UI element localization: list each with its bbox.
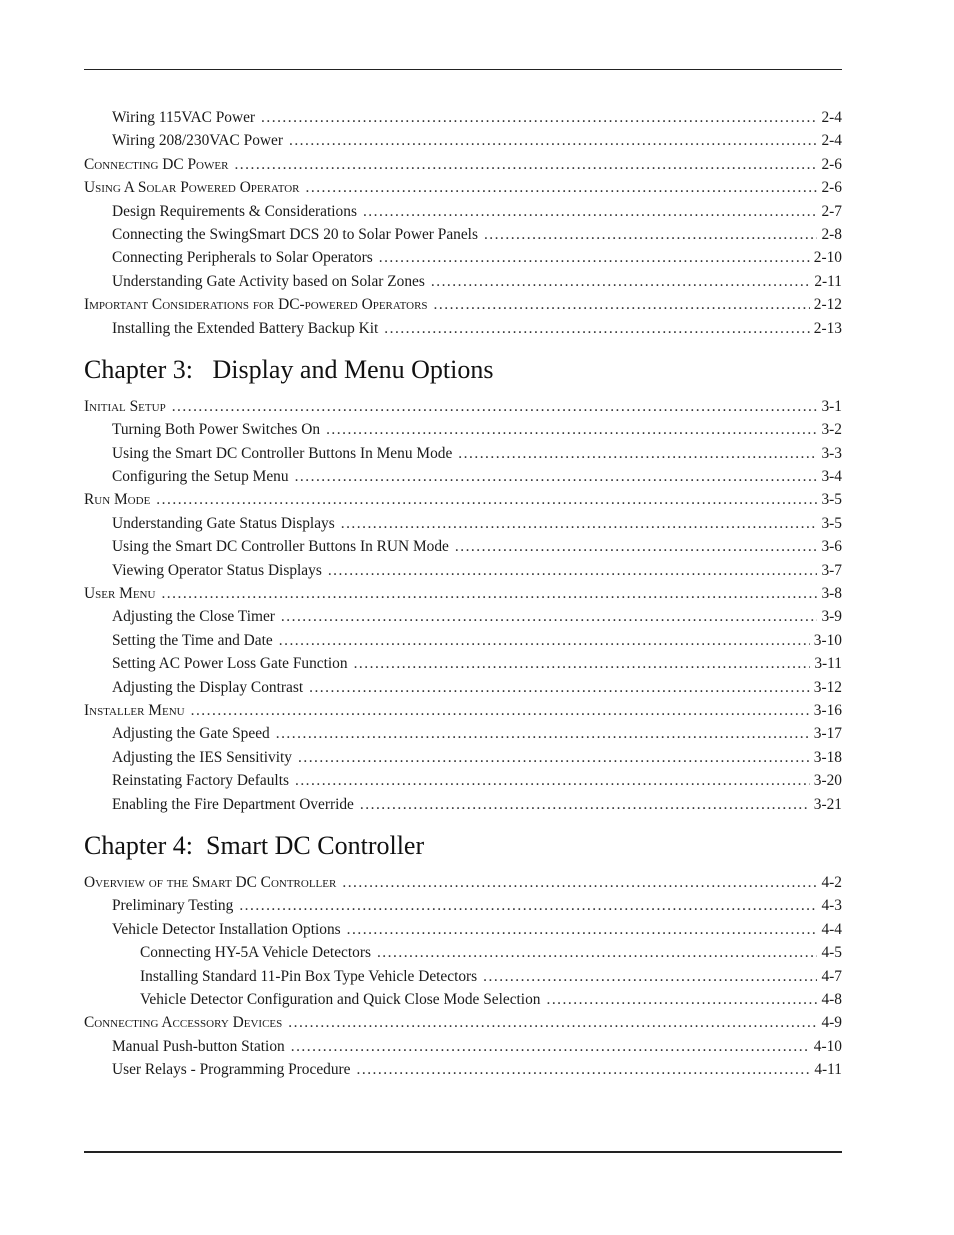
toc-entry[interactable] bbox=[84, 582, 842, 605]
toc-entry-title: Design Requirements & Considerations bbox=[112, 202, 357, 220]
toc-entry-page: 3-1 bbox=[821, 397, 842, 415]
toc-entry[interactable] bbox=[84, 629, 842, 652]
toc-entry[interactable] bbox=[84, 512, 842, 535]
toc-entry[interactable] bbox=[84, 965, 842, 988]
toc-entry-page: 3-6 bbox=[821, 538, 842, 556]
toc-entry-title: Configuring the Setup Menu bbox=[112, 468, 289, 486]
toc-entry[interactable] bbox=[84, 894, 842, 917]
toc-entry-title: Vehicle Detector Configuration and Quick Close Mode Selection bbox=[140, 990, 541, 1008]
footer-rule bbox=[84, 1151, 842, 1153]
toc-entry-page: 4-8 bbox=[821, 990, 842, 1008]
dot-leader bbox=[328, 559, 818, 582]
toc-entry-title: Installing Standard 11-Pin Box Type Vehicle Detectors bbox=[140, 967, 478, 985]
toc-entry-page: 3-10 bbox=[813, 631, 842, 649]
toc-entry-title: Installer Menu bbox=[84, 701, 185, 719]
toc-entry-page: 4-3 bbox=[821, 897, 842, 915]
toc-entry-page: 4-2 bbox=[821, 873, 842, 891]
toc-entry[interactable] bbox=[84, 1011, 842, 1034]
toc-entry[interactable] bbox=[84, 676, 842, 699]
dot-leader bbox=[326, 418, 817, 441]
toc-entry-title: Setting the Time and Date bbox=[112, 631, 273, 649]
table-of-contents bbox=[84, 106, 842, 1081]
dot-leader bbox=[295, 769, 810, 792]
dot-leader bbox=[347, 918, 818, 941]
toc-entry[interactable] bbox=[84, 605, 842, 628]
dot-leader bbox=[377, 941, 818, 964]
toc-entry-title: User Menu bbox=[84, 585, 156, 603]
toc-entry-title: Wiring 115VAC Power bbox=[112, 109, 256, 126]
toc-entry[interactable] bbox=[84, 793, 842, 816]
toc-entry[interactable] bbox=[84, 418, 842, 441]
dot-leader bbox=[483, 965, 817, 988]
toc-entry-title: Important Considerations for DC-powered Operators bbox=[84, 296, 428, 314]
toc-entry[interactable] bbox=[84, 871, 842, 894]
toc-entry-page: 2-7 bbox=[821, 202, 842, 220]
toc-entry-title: Understanding Gate Status Displays bbox=[112, 514, 335, 532]
toc-entry-title: Enabling the Fire Department Override bbox=[112, 795, 354, 813]
toc-entry-title: Wiring 208/230VAC Power bbox=[112, 132, 283, 150]
dot-leader bbox=[295, 465, 818, 488]
toc-entry-title: Viewing Operator Status Displays bbox=[112, 561, 322, 579]
toc-entry[interactable] bbox=[84, 746, 842, 769]
dot-leader bbox=[341, 512, 818, 535]
dot-leader bbox=[431, 270, 810, 293]
toc-entry-page: 2-12 bbox=[813, 296, 842, 314]
toc-entry-page: 3-12 bbox=[813, 678, 842, 696]
dot-leader bbox=[455, 535, 818, 558]
toc-entry-page: 3-17 bbox=[813, 725, 842, 743]
dot-leader bbox=[261, 106, 817, 129]
toc-entry-title: Reinstating Factory Defaults bbox=[112, 772, 289, 790]
toc-entry[interactable] bbox=[84, 293, 842, 316]
toc-entry-page: 2-4 bbox=[821, 109, 842, 126]
toc-entry-page: 3-3 bbox=[821, 444, 842, 462]
toc-entry[interactable] bbox=[84, 442, 842, 465]
dot-leader bbox=[161, 582, 817, 605]
dot-leader bbox=[546, 988, 817, 1011]
toc-entry[interactable] bbox=[84, 769, 842, 792]
toc-entry-title: Connecting Peripherals to Solar Operators bbox=[112, 249, 373, 267]
dot-leader bbox=[234, 153, 817, 176]
toc-entry-page: 3-8 bbox=[821, 585, 842, 603]
toc-entry-page: 4-11 bbox=[814, 1061, 842, 1079]
toc-entry-title: Initial Setup bbox=[84, 397, 166, 415]
toc-entry-page: 3-16 bbox=[813, 701, 842, 719]
toc-entry-page: 4-10 bbox=[813, 1037, 842, 1055]
toc-entry[interactable] bbox=[84, 488, 842, 511]
dot-leader bbox=[191, 699, 810, 722]
dot-leader bbox=[239, 894, 817, 917]
dot-leader bbox=[484, 223, 818, 246]
dot-leader bbox=[291, 1035, 810, 1058]
toc-entry-page: 3-5 bbox=[821, 491, 842, 509]
toc-entry[interactable] bbox=[84, 129, 842, 152]
toc-entry-title: Using the Smart DC Controller Buttons In Menu Mode bbox=[112, 444, 453, 462]
dot-leader bbox=[172, 395, 818, 418]
dot-leader bbox=[288, 1011, 817, 1034]
toc-entry[interactable] bbox=[84, 1058, 842, 1081]
toc-entry-title: Adjusting the Display Contrast bbox=[112, 678, 304, 696]
toc-entry[interactable] bbox=[84, 988, 842, 1011]
toc-entry-page: 2-13 bbox=[813, 319, 842, 337]
dot-leader bbox=[298, 746, 810, 769]
toc-entry-page: 4-4 bbox=[821, 920, 842, 938]
dot-leader bbox=[354, 652, 811, 675]
dot-leader bbox=[458, 442, 817, 465]
toc-entry-title: Preliminary Testing bbox=[112, 897, 234, 915]
toc-entry-page: 2-6 bbox=[821, 179, 842, 197]
toc-entry[interactable] bbox=[84, 200, 842, 223]
toc-entry-page: 2-6 bbox=[821, 155, 842, 173]
toc-entry-title: Using A Solar Powered Operator bbox=[84, 179, 300, 197]
toc-entry-title: Setting AC Power Loss Gate Function bbox=[112, 655, 348, 673]
toc-entry[interactable] bbox=[84, 395, 842, 418]
toc-entry-page: 3-9 bbox=[821, 608, 842, 626]
toc-entry[interactable] bbox=[84, 918, 842, 941]
toc-entry-title: Installing the Extended Battery Backup Kit bbox=[112, 319, 379, 337]
toc-entry[interactable] bbox=[84, 535, 842, 558]
toc-entry-page: 3-20 bbox=[813, 772, 842, 790]
toc-entry-page: 3-7 bbox=[821, 561, 842, 579]
toc-entry-title: Connecting Accessory Devices bbox=[84, 1014, 283, 1032]
chapter-heading: Chapter 4: Smart DC Controller bbox=[84, 830, 425, 860]
dot-leader bbox=[360, 793, 810, 816]
dot-leader bbox=[357, 1058, 811, 1081]
toc-entry-title: Connecting the SwingSmart DCS 20 to Solar Power Panels bbox=[112, 225, 478, 243]
toc-entry-page: 4-5 bbox=[821, 944, 842, 962]
dot-leader bbox=[342, 871, 817, 894]
toc-entry-title: Adjusting the Gate Speed bbox=[112, 725, 270, 743]
toc-entry[interactable] bbox=[84, 176, 842, 199]
toc-entry[interactable] bbox=[84, 1035, 842, 1058]
toc-entry-title: Vehicle Detector Installation Options bbox=[112, 920, 341, 938]
chapter-heading: Chapter 3: Display and Menu Options bbox=[84, 354, 494, 384]
toc-entry[interactable] bbox=[84, 652, 842, 675]
dot-leader bbox=[384, 317, 810, 340]
toc-entry-page: 3-4 bbox=[821, 468, 842, 486]
toc-entry-page: 3-21 bbox=[813, 795, 842, 813]
toc-entry[interactable] bbox=[84, 246, 842, 269]
header-rule bbox=[84, 69, 842, 70]
toc-entry-page: 2-4 bbox=[821, 132, 842, 150]
toc-entry[interactable] bbox=[84, 722, 842, 745]
toc-entry-title: Connecting DC Power bbox=[84, 155, 229, 173]
dot-leader bbox=[379, 246, 810, 269]
toc-entry-title: Turning Both Power Switches On bbox=[112, 421, 321, 439]
toc-entry-title: Run Mode bbox=[84, 491, 151, 509]
toc-entry-title: Adjusting the Close Timer bbox=[112, 608, 275, 626]
toc-entry-page: 4-9 bbox=[821, 1014, 842, 1032]
toc-entry-page: 4-7 bbox=[821, 967, 842, 985]
toc-entry-title: Adjusting the IES Sensitivity bbox=[112, 748, 292, 766]
toc-entry[interactable] bbox=[84, 106, 842, 129]
dot-leader bbox=[289, 129, 818, 152]
dot-leader bbox=[276, 722, 810, 745]
dot-leader bbox=[434, 293, 810, 316]
toc-entry-page: 2-10 bbox=[813, 249, 842, 267]
toc-entry[interactable] bbox=[84, 270, 842, 293]
toc-entry-page: 2-11 bbox=[814, 272, 842, 290]
toc-entry[interactable] bbox=[84, 317, 842, 340]
dot-leader bbox=[156, 488, 817, 511]
toc-entry[interactable] bbox=[84, 153, 842, 176]
toc-entry[interactable] bbox=[84, 465, 842, 488]
toc-entry-page: 3-18 bbox=[813, 748, 842, 766]
toc-entry-page: 3-2 bbox=[821, 421, 842, 439]
dot-leader bbox=[306, 176, 818, 199]
toc-entry-title: Connecting HY-5A Vehicle Detectors bbox=[140, 944, 371, 962]
dot-leader bbox=[279, 629, 810, 652]
toc-entry-title: Manual Push-button Station bbox=[112, 1037, 285, 1055]
toc-entry[interactable] bbox=[84, 941, 842, 964]
toc-entry-title: User Relays - Programming Procedure bbox=[112, 1061, 351, 1079]
toc-entry[interactable] bbox=[84, 699, 842, 722]
toc-entry[interactable] bbox=[84, 559, 842, 582]
toc-entry[interactable] bbox=[84, 223, 842, 246]
dot-leader bbox=[281, 605, 818, 628]
toc-entry-title: Using the Smart DC Controller Buttons In RUN Mode bbox=[112, 538, 449, 556]
dot-leader bbox=[363, 200, 818, 223]
toc-entry-title: Understanding Gate Activity based on Solar Zones bbox=[112, 272, 425, 290]
toc-entry-page: 3-11 bbox=[814, 655, 842, 673]
toc-entry-title: Overview of the Smart DC Controller bbox=[84, 873, 337, 891]
toc-entry-page: 3-5 bbox=[821, 514, 842, 532]
toc-entry-page: 2-8 bbox=[821, 225, 842, 243]
dot-leader bbox=[309, 676, 810, 699]
